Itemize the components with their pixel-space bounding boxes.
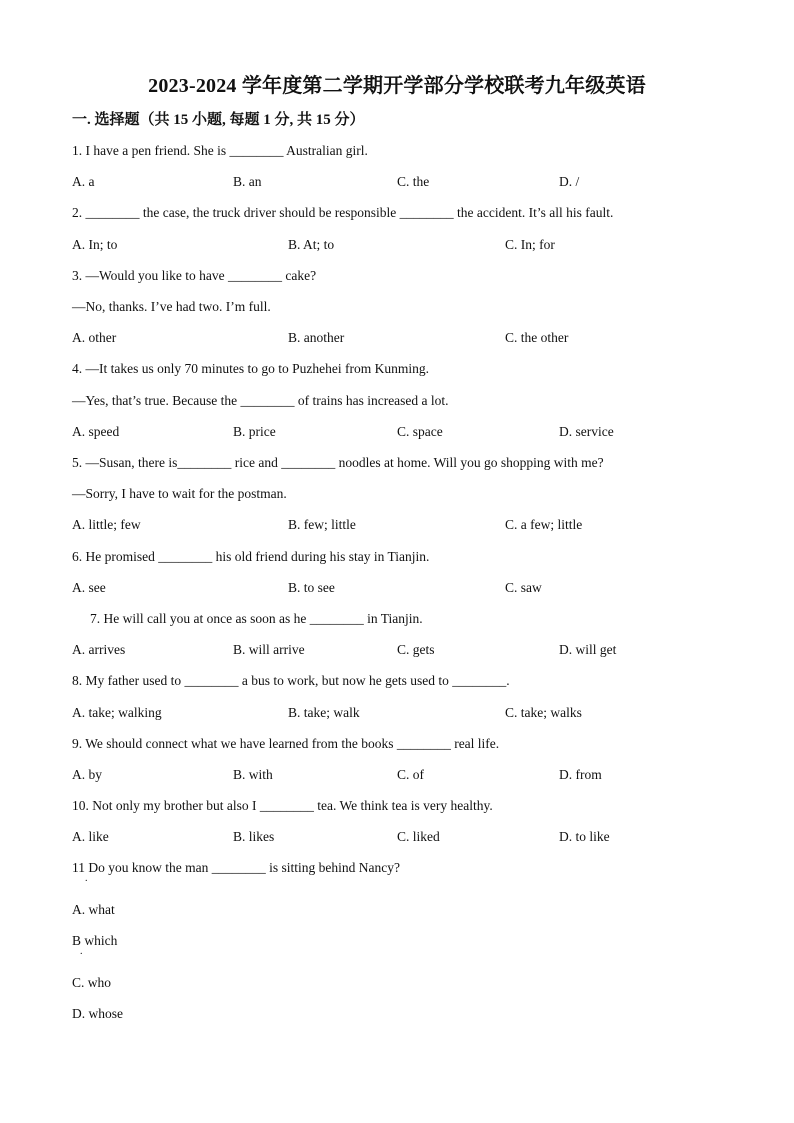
question-8-option-c[interactable]: C. take; walks xyxy=(505,705,582,720)
question-11-option-b[interactable]: B which xyxy=(72,933,118,948)
question-5-option-a[interactable]: A. little; few xyxy=(72,517,141,532)
question-11-option-c[interactable]: C. who xyxy=(72,975,112,990)
question-3-stem: 3. —Would you like to have ________ cake? xyxy=(72,268,317,283)
question-8-option-b[interactable]: B. take; walk xyxy=(288,705,360,720)
question-2-option-c[interactable]: C. In; for xyxy=(505,237,555,252)
question-9-option-d[interactable]: D. from xyxy=(559,767,602,782)
question-9-option-c[interactable]: C. of xyxy=(397,767,424,782)
section-heading: 一. 选择题（共 15 小题, 每题 1 分, 共 15 分） xyxy=(72,112,365,128)
question-6-option-b[interactable]: B. to see xyxy=(288,580,335,595)
question-4-stem-reply: —Yes, that’s true. Because the ________ of trains has increased a lot. xyxy=(72,393,449,408)
question-4-option-a[interactable]: A. speed xyxy=(72,424,120,439)
question-2-stem: 2. ________ the case, the truck driver should be responsible ________ the accident. It’s all his fault. xyxy=(72,205,614,220)
question-4-stem: 4. —It takes us only 70 minutes to go to Puzhehei from Kunming. xyxy=(72,361,429,376)
question-3-option-b[interactable]: B. another xyxy=(288,330,345,345)
question-10-option-c[interactable]: C. liked xyxy=(397,829,440,844)
question-11-option-a[interactable]: A. what xyxy=(72,902,115,917)
question-1-option-b[interactable]: B. an xyxy=(233,174,262,189)
question-2-option-b[interactable]: B. At; to xyxy=(288,237,335,252)
question-9-stem: 9. We should connect what we have learned from the books ________ real life. xyxy=(72,736,500,751)
question-6-stem: 6. He promised ________ his old friend during his stay in Tianjin. xyxy=(72,549,430,564)
question-4-option-c[interactable]: C. space xyxy=(397,424,443,439)
question-7-stem: 7. He will call you at once as soon as he ________ in Tianjin. xyxy=(90,611,423,626)
question-6-option-a[interactable]: A. see xyxy=(72,580,106,595)
question-7-option-d[interactable]: D. will get xyxy=(559,642,617,657)
question-4-option-d[interactable]: D. service xyxy=(559,424,614,439)
question-1-stem: 1. I have a pen friend. She is ________ Australian girl. xyxy=(72,143,368,158)
question-9-option-a[interactable]: A. by xyxy=(72,767,102,782)
question-4-option-b[interactable]: B. price xyxy=(233,424,276,439)
question-1-option-d[interactable]: D. / xyxy=(559,174,580,189)
question-10-option-a[interactable]: A. like xyxy=(72,829,109,844)
question-10-option-b[interactable]: B. likes xyxy=(233,829,275,844)
question-3-stem-reply: —No, thanks. I’ve had two. I’m full. xyxy=(72,299,271,314)
question-6-option-c[interactable]: C. saw xyxy=(505,580,542,595)
question-8-stem: 8. My father used to ________ a bus to work, but now he gets used to ________. xyxy=(72,673,510,688)
question-2-option-a[interactable]: A. In; to xyxy=(72,237,118,252)
question-1-option-c[interactable]: C. the xyxy=(397,174,430,189)
question-11-stem: 11 Do you know the man ________ is sitting behind Nancy? xyxy=(72,860,400,875)
question-5-stem-reply: —Sorry, I have to wait for the postman. xyxy=(72,486,287,501)
document-title: 2023-2024 学年度第二学期开学部分学校联考九年级英语 xyxy=(148,75,646,97)
question-11-option-d[interactable]: D. whose xyxy=(72,1006,123,1021)
question-1-option-a[interactable]: A. a xyxy=(72,174,95,189)
question-9-option-b[interactable]: B. with xyxy=(233,767,273,782)
question-3-option-c[interactable]: C. the other xyxy=(505,330,569,345)
question-10-stem: 10. Not only my brother but also I ________ tea. We think tea is very healthy. xyxy=(72,798,493,813)
question-5-option-b[interactable]: B. few; little xyxy=(288,517,356,532)
question-7-option-a[interactable]: A. arrives xyxy=(72,642,126,657)
stray-dot-mark: . xyxy=(80,946,83,957)
stray-dot-mark: . xyxy=(85,873,88,884)
question-8-option-a[interactable]: A. take; walking xyxy=(72,705,162,720)
question-3-option-a[interactable]: A. other xyxy=(72,330,117,345)
question-7-option-c[interactable]: C. gets xyxy=(397,642,435,657)
question-5-stem: 5. —Susan, there is________ rice and ________ noodles at home. Will you go shopping with me? xyxy=(72,455,604,470)
question-5-option-c[interactable]: C. a few; little xyxy=(505,517,583,532)
question-7-option-b[interactable]: B. will arrive xyxy=(233,642,305,657)
question-10-option-d[interactable]: D. to like xyxy=(559,829,610,844)
